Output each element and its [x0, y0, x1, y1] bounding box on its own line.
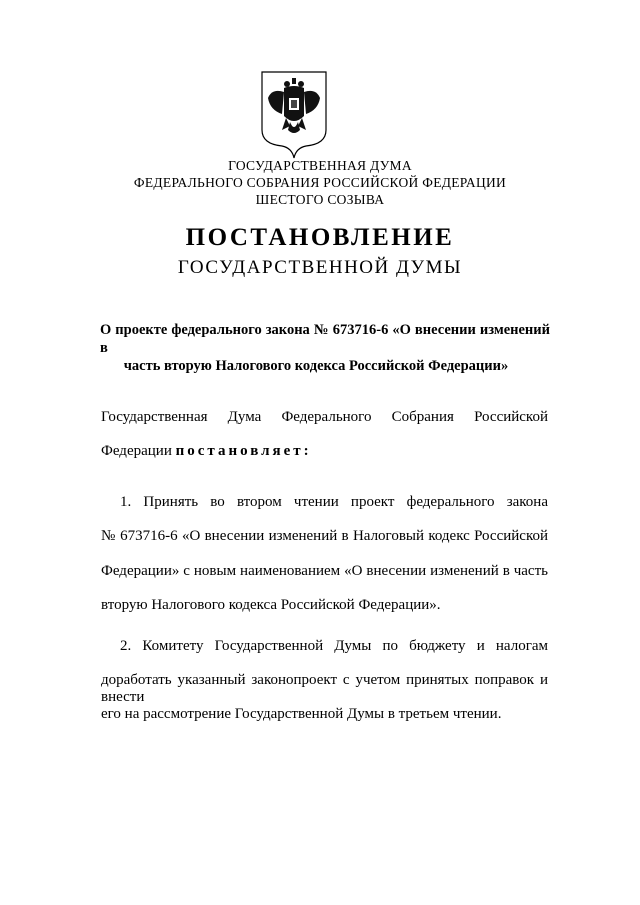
convocation-line: ШЕСТОГО СОЗЫВА	[255, 192, 385, 207]
paragraph-2-line: доработать указанный законопроект с учетом принятых поправок и внести	[101, 672, 548, 705]
org-name-line2: ФЕДЕРАЛЬНОГО СОБРАНИЯ РОССИЙСКОЙ ФЕДЕРАЦИИ	[133, 175, 507, 190]
intro-text: Федерации	[101, 443, 172, 459]
subject-line: О проекте федерального закона № 673716-6 «О внесении изменений в	[100, 322, 550, 356]
coat-of-arms-emblem-icon	[260, 70, 328, 160]
paragraph-1-line: Федерации» с новым наименованием «О внесении изменений в часть	[101, 563, 548, 579]
document-title: ПОСТАНОВЛЕНИЕ	[185, 224, 455, 251]
subject-line: часть вторую Налогового кодекса Российской Федерации»	[123, 358, 509, 374]
resolves-word: постановляет:	[175, 443, 312, 459]
paragraph-1-line: вторую Налогового кодекса Российской Федерации».	[101, 597, 441, 613]
paragraph-2-line: 2. Комитету Государственной Думы по бюджету и налогам	[120, 638, 548, 654]
intro-line	[101, 443, 548, 460]
subject-heading	[100, 321, 550, 375]
paragraph-2-line: его на рассмотрение Государственной Думы в третьем чтении.	[101, 706, 502, 722]
paragraph-1-line: № 673716-6 «О внесении изменений в Налоговый кодекс Российской	[101, 528, 548, 544]
document-subtitle: ГОСУДАРСТВЕННОЙ ДУМЫ	[177, 257, 463, 278]
intro-line: Государственная Дума Федерального Собрания Российской	[101, 409, 548, 425]
paragraph-1-line: 1. Принять во втором чтении проект федерального закона	[120, 494, 548, 510]
org-name-line1: ГОСУДАРСТВЕННАЯ ДУМА	[228, 158, 412, 173]
